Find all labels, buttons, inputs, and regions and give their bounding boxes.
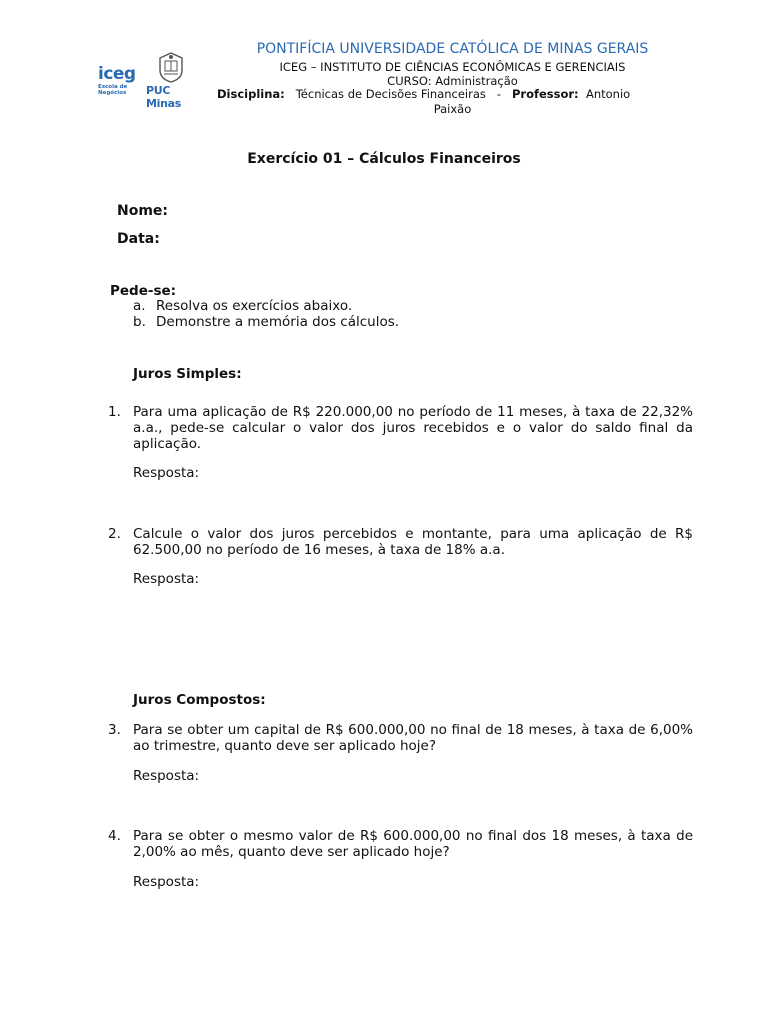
puc-crest-icon: [154, 50, 188, 84]
professor-label: Professor:: [511, 87, 579, 101]
iceg-logo-subtitle: Escola de Negócios: [98, 84, 128, 96]
question-text: Para se obter um capital de R$ 600.000,00 no final de 18 meses, à taxa de 6,00% ao trimestre, quanto deve ser aplicado hoje?: [133, 722, 693, 754]
puc-minas-logo: PUC Minas: [146, 84, 182, 110]
professor-value: Antonio: [585, 87, 631, 101]
instruction-marker: b.: [133, 314, 146, 330]
page-title: Exercício 01 – Cálculos Financeiros: [247, 151, 521, 167]
date-label: Data:: [117, 231, 160, 247]
question-text: Para uma aplicação de R$ 220.000,00 no período de 11 meses, à taxa de 22,32% a.a., pede-se calcular o valor dos juros recebidos e o valor do saldo final da aplicação.: [133, 404, 693, 452]
section-heading-simple: Juros Simples:: [133, 366, 242, 382]
discipline-line: [217, 87, 687, 101]
header-separator: -: [496, 87, 502, 101]
discipline-value: Técnicas de Decisões Financeiras: [295, 87, 486, 101]
question-text: Para se obter o mesmo valor de R$ 600.000,00 no final dos 18 meses, à taxa de 2,00% ao mês, quanto deve ser aplicado hoje?: [133, 828, 693, 860]
question-number: 3.: [108, 722, 121, 738]
section-heading-compound: Juros Compostos:: [133, 692, 266, 708]
university-name: PONTIFÍCIA UNIVERSIDADE CATÓLICA DE MINAS GERAIS: [256, 41, 649, 57]
instruction-marker: a.: [133, 298, 146, 314]
name-label: Nome:: [117, 203, 169, 219]
question-number: 4.: [108, 828, 121, 844]
discipline-label: Disciplina:: [217, 87, 285, 101]
instructions-heading: Pede-se:: [110, 283, 177, 299]
answer-label: Resposta:: [133, 874, 200, 890]
answer-label: Resposta:: [133, 768, 200, 784]
question-text: Calcule o valor dos juros percebidos e montante, para uma aplicação de R$ 62.500,00 no período de 16 meses, à taxa de 18% a.a.: [133, 526, 693, 558]
question-number: 1.: [108, 404, 121, 420]
answer-label: Resposta:: [133, 465, 200, 481]
professor-value-continued: Paixão: [433, 102, 472, 116]
question-number: 2.: [108, 526, 121, 542]
iceg-logo: iceg: [98, 64, 136, 84]
instruction-text: Resolva os exercícios abaixo.: [156, 298, 353, 314]
instruction-text: Demonstre a memória dos cálculos.: [156, 314, 400, 330]
course-name: CURSO: Administração: [387, 74, 518, 88]
answer-label: Resposta:: [133, 571, 200, 587]
header-logos: [98, 50, 208, 110]
institute-name: ICEG – INSTITUTO DE CIÊNCIAS ECONÔMICAS E GERENCIAIS: [279, 60, 626, 74]
